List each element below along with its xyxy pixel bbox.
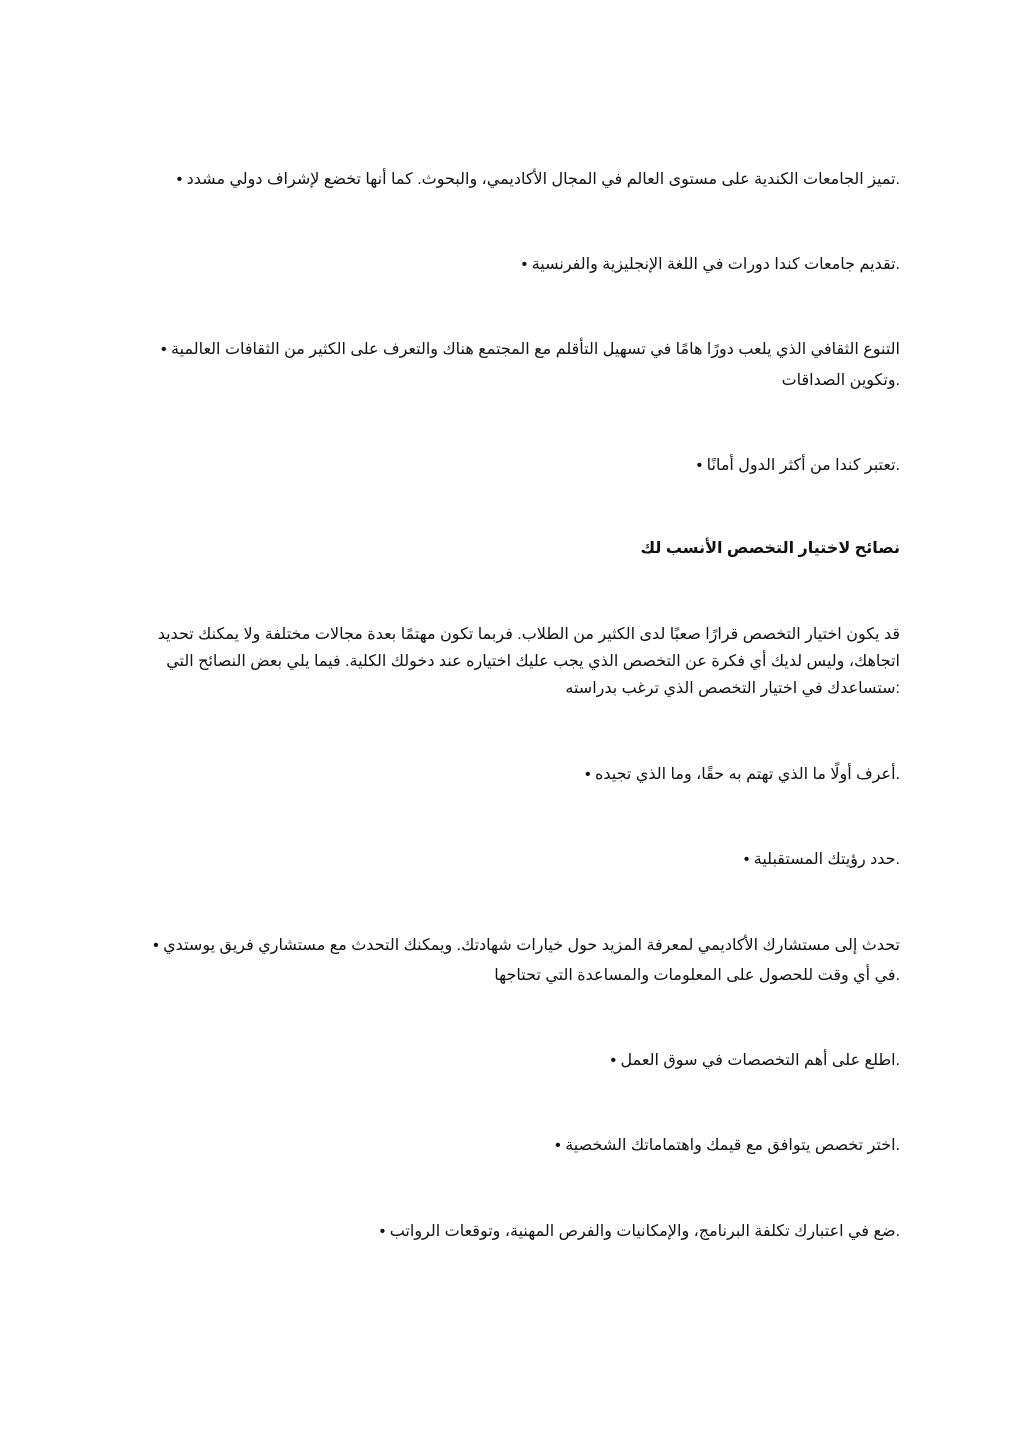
tip-future-vision: .حدد رؤيتك المستقبلية • [743, 851, 900, 868]
paragraph-line-1: قد يكون اختيار التخصص قرارًا صعبًا لدى الكثير من الطلاب. فربما تكون مهتمًا بعدة مجالات مختلفة ولا يمكنك تحديد [157, 626, 900, 643]
section-heading: نصائح لاختيار التخصص الأنسب لك [640, 540, 900, 557]
tip-talk-advisor: تحدث إلى مستشارك الأكاديمي لمعرفة المزيد حول خيارات شهادتك. ويمكنك التحدث مع مستشاري فريق يوستدي • [153, 937, 900, 954]
tip-values: .اختر تخصص يتوافق مع قيمك واهتماماتك الشخصية • [555, 1137, 900, 1154]
bullet-universities-excellence: .تميز الجامعات الكندية على مستوى العالم في المجال الأكاديمي، والبحوث. كما أنها تخضع لإشراف دولي مشدد • [176, 171, 900, 188]
bullet-cultural-diversity-cont: .وتكوين الصداقات [781, 372, 900, 389]
paragraph-line-3: :ستساعدك في اختيار التخصص الذي ترغب بدراسته [565, 680, 900, 697]
bullet-language-courses: .تقديم جامعات كندا دورات في اللغة الإنجليزية والفرنسية • [521, 256, 900, 273]
tip-know-interests: .أعرف أولًا ما الذي تهتم به حقًا، وما الذي تجيده • [584, 766, 900, 783]
paragraph-line-2: اتجاهك، وليس لديك أي فكرة عن التخصص الذي يجب عليك اختياره عند دخولك الكلية. فيما يلي بعض النصائح التي [166, 653, 900, 670]
tip-talk-advisor-cont: .في أي وقت للحصول على المعلومات والمساعدة التي تحتاجها [494, 967, 900, 984]
tip-job-market: .اطلع على أهم التخصصات في سوق العمل • [610, 1052, 900, 1069]
bullet-cultural-diversity: التنوع الثقافي الذي يلعب دورًا هامًا في تسهيل التأقلم مع المجتمع هناك والتعرف على الكثير من الثقافات العالمية • [161, 341, 900, 358]
bullet-canada-safety: .تعتبر كندا من أكثر الدول أمانًا • [696, 457, 900, 474]
tip-cost: .ضع في اعتبارك تكلفة البرنامج، والإمكانيات والفرص المهنية، وتوقعات الرواتب • [379, 1223, 900, 1240]
